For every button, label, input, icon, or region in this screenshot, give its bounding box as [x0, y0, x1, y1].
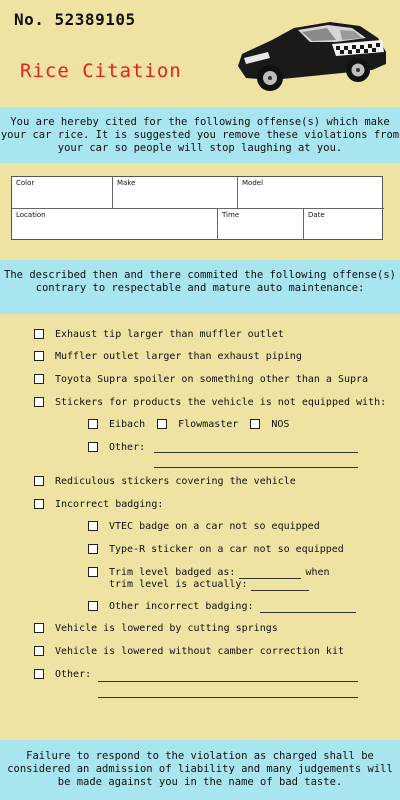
muffler-outlet-checkbox[interactable]	[34, 351, 44, 361]
nos-checkbox[interactable]	[250, 419, 260, 429]
location-field[interactable]	[12, 209, 218, 240]
date-field[interactable]	[304, 209, 384, 240]
offense-no-camber: Vehicle is lowered without camber correction kit	[34, 643, 344, 659]
footer-text: Failure to respond to the violation as charged shall be considered an admission of liability and many judgements will be made against you in the name of bad taste.	[0, 740, 400, 800]
make-label: Make	[117, 179, 136, 187]
ridiculous-stickers-checkbox[interactable]	[34, 476, 44, 486]
supra-spoiler-checkbox[interactable]	[34, 374, 44, 384]
offense-other: Other:	[34, 666, 91, 682]
color-label: Color	[16, 179, 35, 187]
other-badging-checkbox[interactable]	[88, 601, 98, 611]
make-field[interactable]	[113, 177, 238, 209]
stickers-other: Other:	[88, 439, 145, 455]
incorrect-badging-checkbox[interactable]	[34, 499, 44, 509]
type-r-checkbox[interactable]	[88, 544, 98, 554]
page-title: Rice Citation	[20, 60, 182, 82]
stickers-checkbox[interactable]	[34, 397, 44, 407]
offense-other-badging: Other incorrect badging:	[88, 598, 356, 614]
citation-number: No. 52389105	[14, 10, 136, 29]
offense-muffler-outlet: Muffler outlet larger than exhaust piping	[34, 348, 302, 364]
other-checkbox[interactable]	[34, 669, 44, 679]
offense-incorrect-badging: Incorrect badging:	[34, 496, 163, 512]
exhaust-tip-checkbox[interactable]	[34, 329, 44, 339]
stickers-other-line-2[interactable]	[154, 467, 358, 468]
offense-type-r: Type-R sticker on a car not so equipped	[88, 541, 344, 557]
time-field[interactable]	[218, 209, 304, 240]
eibach-checkbox[interactable]	[88, 419, 98, 429]
stickers-other-checkbox[interactable]	[88, 442, 98, 452]
model-label: Model	[242, 179, 264, 187]
vehicle-info-form	[11, 176, 383, 240]
sticker-brands: Eibach Flowmaster NOS	[88, 416, 289, 432]
time-label: Time	[222, 211, 240, 219]
trim-level-checkbox[interactable]	[88, 567, 98, 577]
offense-vtec: VTEC badge on a car not so equipped	[88, 518, 320, 534]
trim-actual: trim level is actually:	[109, 576, 309, 592]
offense-stickers: Stickers for products the vehicle is not equipped with:	[34, 394, 386, 410]
offense-exhaust-tip: Exhaust tip larger than muffler outlet	[34, 326, 284, 342]
other-badging-line[interactable]	[260, 600, 356, 613]
offense-trim-level: Trim level badged as: when	[88, 564, 330, 580]
vtec-checkbox[interactable]	[88, 521, 98, 531]
no-camber-checkbox[interactable]	[34, 646, 44, 656]
model-field[interactable]	[238, 177, 384, 209]
color-field[interactable]	[12, 177, 113, 209]
offense-cut-springs: Vehicle is lowered by cutting springs	[34, 620, 278, 636]
date-label: Date	[308, 211, 325, 219]
cut-springs-checkbox[interactable]	[34, 623, 44, 633]
offense-supra-spoiler: Toyota Supra spoiler on something other than a Supra	[34, 371, 368, 387]
other-line-1[interactable]	[98, 681, 358, 682]
location-label: Location	[16, 211, 46, 219]
trim-actual-line[interactable]	[251, 578, 309, 591]
offense-ridiculous-stickers: Rediculous stickers covering the vehicle	[34, 473, 296, 489]
stickers-other-line-1[interactable]	[154, 452, 358, 453]
other-line-2[interactable]	[98, 697, 358, 698]
sports-car-icon	[232, 8, 392, 96]
intro-text: You are hereby cited for the following offense(s) which make your car rice. It is suggested you remove these violations from your car so people will stop laughing at you.	[0, 107, 400, 163]
described-text: The described then and there commited the following offense(s) contrary to respectable and mature auto maintenance:	[0, 260, 400, 314]
flowmaster-checkbox[interactable]	[157, 419, 167, 429]
